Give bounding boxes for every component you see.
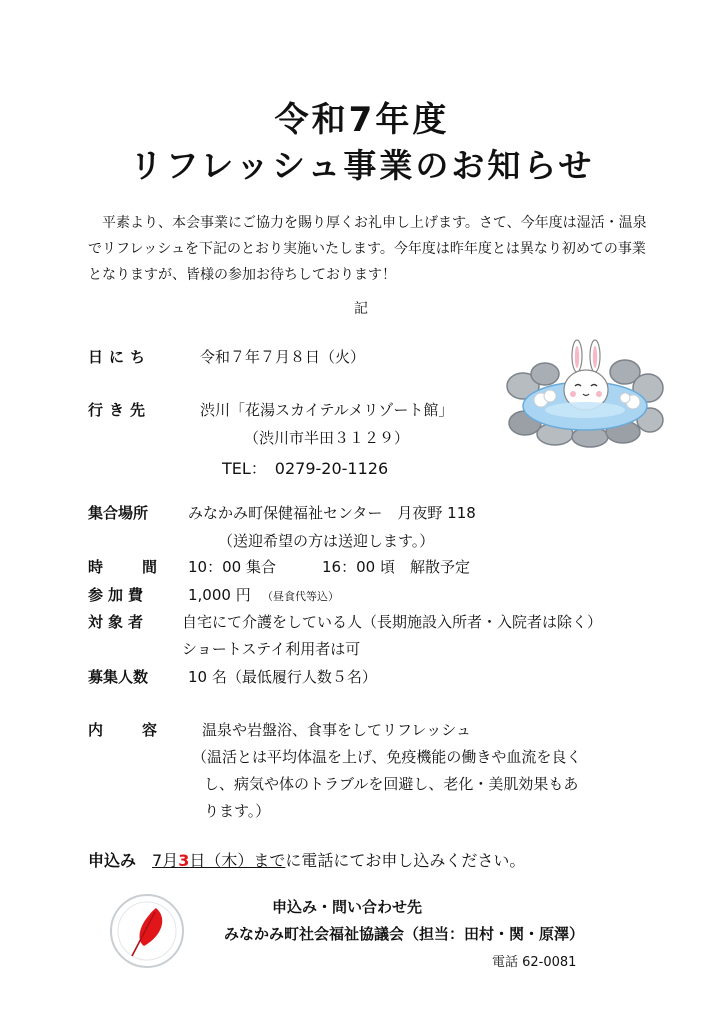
date-label: 日にち [88,348,152,366]
fee-label: 参加費 [88,586,149,604]
content-line2: （温活とは平均体温を上げ、免疫機能の働きや血流を良く [192,748,582,766]
destination-label: 行き先 [88,401,152,419]
onsen-rabbit-illustration [505,338,665,448]
destination-tel: TEL： 0279-20-1126 [222,459,389,478]
content-label: 内 容 [88,721,170,739]
content-line3: し、病気や体のトラブルを回避し、老化・美肌効果もあ [204,775,579,793]
destination-name: 渋川「花湯スカイテルメリゾート館」 [200,401,454,419]
contact-org: みなかみ町社会福祉協議会（担当：田村・関・原澤） [224,925,585,943]
page-title: 令和7年度 [274,100,450,140]
rabbit-icon [564,340,608,410]
meeting-label: 集合場所 [88,504,149,522]
target-label: 対象者 [88,613,149,631]
apply-deadline [152,851,285,870]
meeting-note: （送迎希望の方は送迎します。） [218,532,435,550]
content-line1: 温泉や岩盤浴、食事をしてリフレッシュ [202,721,471,739]
apply-tail: に電話にてお申し込みください。 [285,851,526,870]
intro-paragraph: 平素より、本会事業にご協力を賜り厚くお礼申し上げます。さて、今年度は湿活・温泉でリフレッシュを下記のとおり実施いたします。今年度は昨年度とは異なり初めての事業となりますが、皆様の参加お待ちしております！ [88,215,647,283]
capacity-label: 募集人数 [88,668,149,686]
target-line2: ショートステイ利用者は可 [182,640,361,658]
destination-address: （渋川市半田３１２９） [244,429,410,447]
target-line1: 自宅にて介護をしている人（長期施設入所者・入院者は除く） [182,613,603,631]
fee-value: 1,000 円 [188,586,251,604]
ki-mark: 記 [354,301,368,317]
apply-rest: 日（木）まで [189,851,286,870]
dismiss-time: 16：00 頃 解散予定 [322,558,470,576]
apply-line [88,848,525,871]
contact-heading: 申込み・問い合わせ先 [272,898,423,916]
content-line4: ります。） [204,802,271,820]
apply-day: 3 [178,851,190,870]
fee-note: （昼食代等込） [262,590,339,603]
page-subtitle: リフレッシュ事業のお知らせ [129,146,595,185]
date-value: 令和７年７月８日（火） [200,348,366,366]
time-label: 時 間 [88,558,170,576]
capacity-value: 10 名（最低履行人数５名） [188,668,377,686]
contact-phone: 電話 62-0081 [492,955,577,970]
apply-month: 7月 [152,851,179,870]
red-feather-logo [108,892,186,970]
gather-time: 10：00 集合 [188,558,276,576]
apply-label: 申込み [88,851,137,870]
meeting-value: みなかみ町保健福祉センター 月夜野 118 [188,504,476,522]
